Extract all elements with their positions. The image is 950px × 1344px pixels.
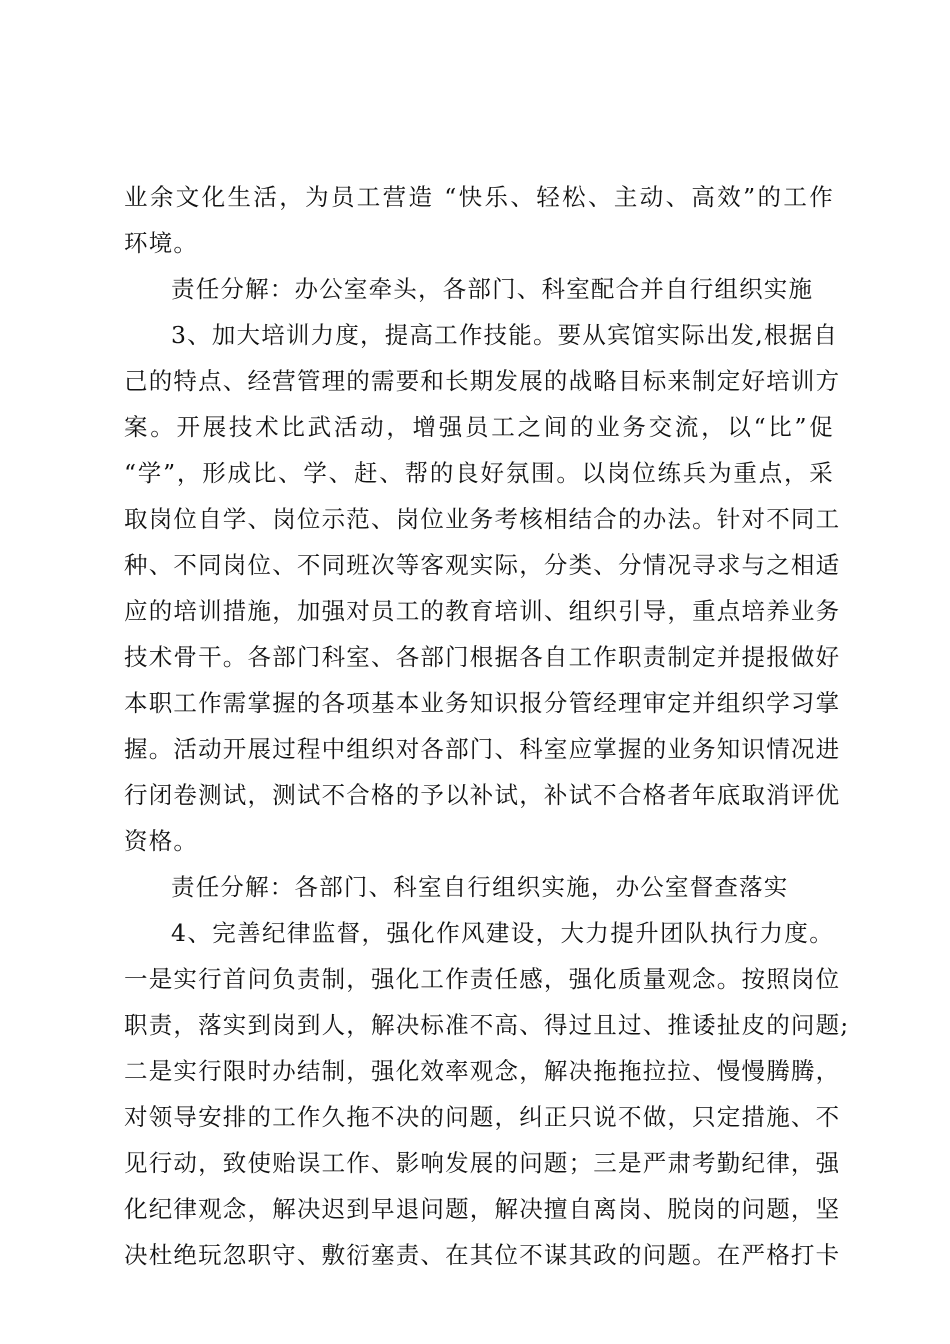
text-line: 案。开展技术比武活动，增强员工之间的业务交流，以“比”促 [124, 413, 834, 441]
text-line: 资格。 [124, 827, 199, 855]
text-line: “学”，形成比、学、赶、帮的良好氛围。以岗位练兵为重点，采 [124, 459, 834, 487]
text-line: 二是实行限时办结制，强化效率观念，解决拖拖拉拉、慢慢腾腾， [124, 1057, 841, 1085]
text-line: 种、不同岗位、不同班次等客观实际，分类、分情况寻求与之相适 [124, 551, 841, 579]
text-line: 化纪律观念，解决迟到早退问题，解决擅自离岗、脱岗的问题，坚 [124, 1195, 841, 1223]
text-line: 技术骨干。各部门科室、各部门根据各自工作职责制定并提报做好 [124, 643, 841, 671]
text-line: 本职工作需掌握的各项基本业务知识报分管经理审定并组织学习掌 [124, 689, 841, 717]
text-line: 决杜绝玩忽职守、敷衍塞责、在其位不谋其政的问题。在严格打卡 [124, 1241, 841, 1269]
text-line: 己的特点、经营管理的需要和长期发展的战略目标来制定好培训方 [124, 367, 841, 395]
text-line: 业余文化生活，为员工营造 “快乐、轻松、主动、高效”的工作 [124, 183, 834, 211]
text-line: 职责，落实到岗到人，解决标准不高、得过且过、推诿扯皮的问题; [124, 1011, 850, 1039]
text-line: 环境。 [124, 229, 199, 257]
text-line: 4、完善纪律监督，强化作风建设，大力提升团队执行力度。 [171, 919, 834, 947]
text-line: 握。活动开展过程中组织对各部门、科室应掌握的业务知识情况进 [124, 735, 841, 763]
text-line: 行闭卷测试，测试不合格的予以补试，补试不合格者年底取消评优 [124, 781, 841, 809]
text-line: 对领导安排的工作久拖不决的问题，纠正只说不做，只定措施、不 [124, 1103, 841, 1131]
text-line: 应的培训措施，加强对员工的教育培训、组织引导，重点培养业务 [124, 597, 841, 625]
text-line: 见行动，致使贻误工作、影响发展的问题；三是严肃考勤纪律，强 [124, 1149, 841, 1177]
text-line: 3、加大培训力度，提高工作技能。要从宾馆实际出发,根据自 [171, 321, 839, 349]
text-line: 责任分解：各部门、科室自行组织实施，办公室督查落实 [171, 873, 789, 901]
text-line: 责任分解：办公室牵头，各部门、科室配合并自行组织实施 [171, 275, 814, 303]
document-page [124, 174, 850, 1278]
text-line: 取岗位自学、岗位示范、岗位业务考核相结合的办法。针对不同工 [124, 505, 841, 533]
text-line: 一是实行首问负责制，强化工作责任感，强化质量观念。按照岗位 [124, 965, 841, 993]
